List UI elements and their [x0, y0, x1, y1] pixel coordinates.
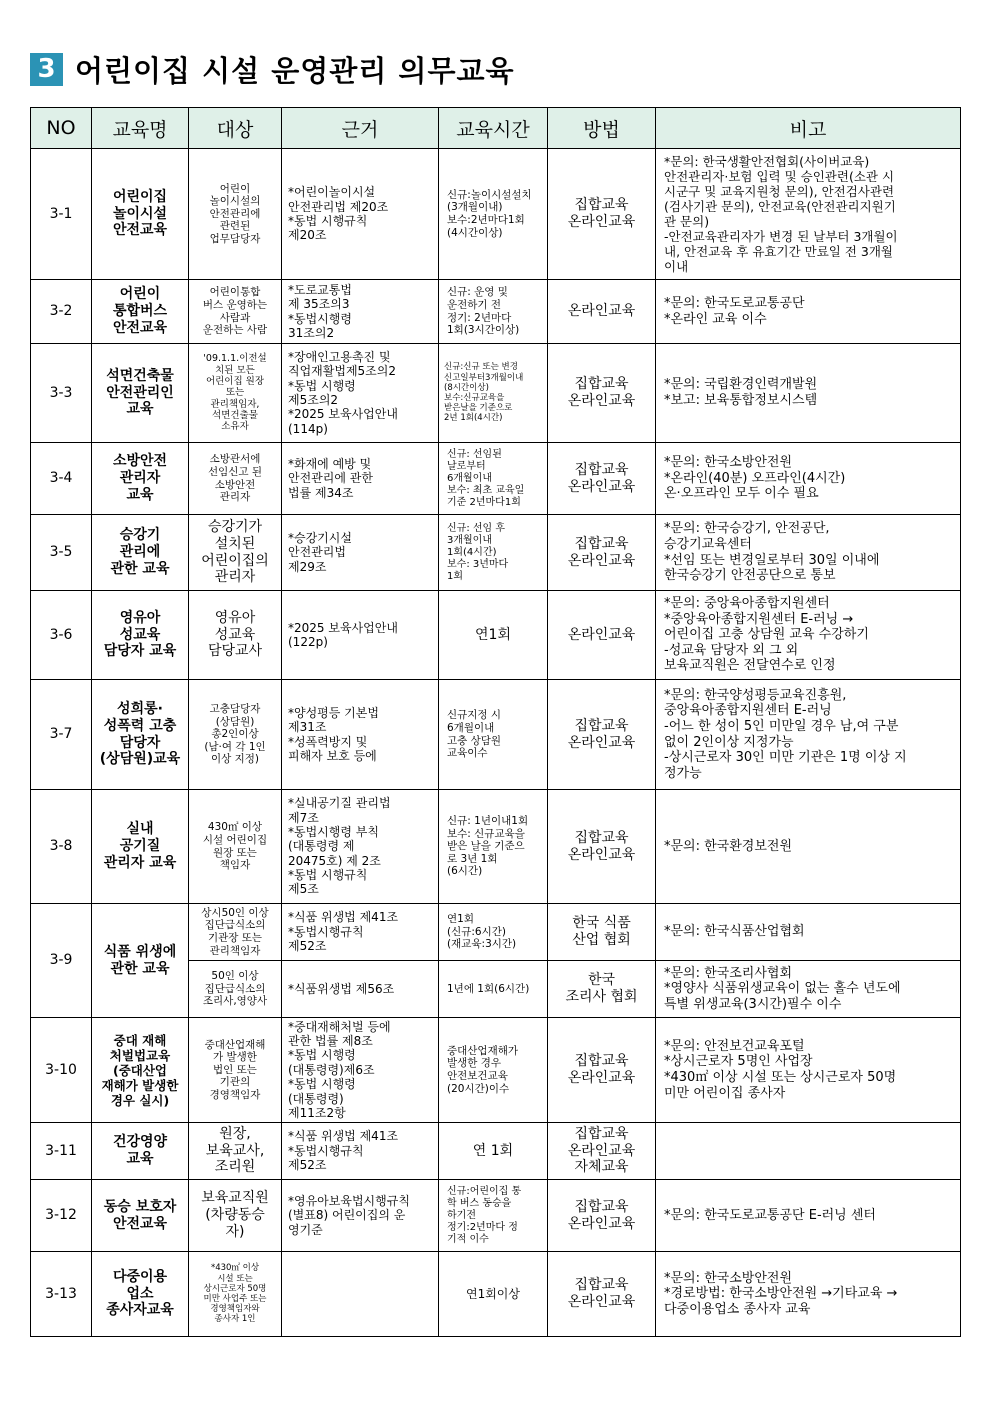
row-no: 3-1	[31, 149, 92, 280]
row-time: 중대산업재해가 발생한 경우 안전보건교육 (20시간)이수	[439, 1018, 548, 1123]
section-number-badge: 3	[30, 53, 63, 86]
row-method: 한국 조리사 협회	[548, 961, 656, 1018]
row-method: 집합교육 온라인교육	[548, 790, 656, 904]
table-row	[31, 1180, 961, 1252]
row-time: 신규:놀이시설설치 (3개월이내) 보수:2년마다1회 (4시간이상)	[439, 149, 548, 280]
row-no: 3-4	[31, 443, 92, 515]
row-method: 집합교육 온라인교육	[548, 443, 656, 515]
table-row	[31, 904, 961, 961]
row-note: *문의: 한국조리사협회 *영양사 식품위생교육이 없는 홀수 년도에 특별 위생교육(3시간)필수 이수	[656, 961, 961, 1018]
row-note: *문의: 한국식품산업협회	[656, 904, 961, 961]
header-time: 교육시간	[439, 108, 548, 149]
row-name: 실내 공기질 관리자 교육	[92, 790, 189, 904]
row-name: 성희롱· 성폭력 고충 담당자 (상담원)교육	[92, 680, 189, 790]
row-time: 신규:어린이집 통 학 버스 동승을 하기전 정기:2년마다 정 기적 이수	[439, 1180, 548, 1252]
row-note: *문의: 한국소방안전원 *경로방법: 한국소방안전원 →기타교육 → 다중이용업소 종사자 교육	[656, 1252, 961, 1337]
row-no: 3-8	[31, 790, 92, 904]
row-target: 보육교직원 (차량동승 자)	[189, 1180, 282, 1252]
row-method: 집합교육 온라인교육	[548, 1018, 656, 1123]
row-no: 3-7	[31, 680, 92, 790]
table-row	[31, 149, 961, 280]
section-title	[30, 50, 515, 88]
row-method: 온라인교육	[548, 280, 656, 344]
row-no: 3-9	[31, 904, 92, 1018]
row-target: 430㎡ 이상 시설 어린이집 원장 또는 책임자	[189, 790, 282, 904]
header-note: 비고	[656, 108, 961, 149]
row-basis: *영유아보육법시행규칙 (별표8) 어린이집의 운 영기준	[282, 1180, 439, 1252]
table-row	[31, 790, 961, 904]
row-name: 영유아 성교육 담당자 교육	[92, 591, 189, 680]
row-method: 온라인교육	[548, 591, 656, 680]
row-name: 식품 위생에 관한 교육	[92, 904, 189, 1018]
table-row	[31, 344, 961, 443]
row-basis: *실내공기질 관리법 제7조 *동법시행령 부칙 (대통령령 제 20475호) 제 2조 *동법 시행규칙 제5조	[282, 790, 439, 904]
row-no: 3-13	[31, 1252, 92, 1337]
row-basis: *중대재해처벌 등에 관한 법률 제8조 *동법 시행령 (대통령령)제6조 *동법 시행령 (대통령령) 제11조2항	[282, 1018, 439, 1123]
row-no: 3-5	[31, 515, 92, 591]
row-note: *문의: 안전보건교육포털 *상시근로자 5명인 사업장 *430㎡ 이상 시설 또는 상시근로자 50명 미만 어린이집 종사자	[656, 1018, 961, 1123]
row-target: 중대산업재해 가 발생한 법인 또는 기관의 경영책임자	[189, 1018, 282, 1123]
row-name: 어린이집 놀이시설 안전교육	[92, 149, 189, 280]
row-note: *문의: 한국소방안전원 *온라인(40분) 오프라인(4시간) 온·오프라인 모두 이수 필요	[656, 443, 961, 515]
row-time: 신규지정 시 6개월이내 고충 상담원 교육이수	[439, 680, 548, 790]
table-row	[31, 591, 961, 680]
table-row	[31, 680, 961, 790]
row-method: 집합교육 온라인교육	[548, 1252, 656, 1337]
row-method: 집합교육 온라인교육	[548, 344, 656, 443]
row-no: 3-12	[31, 1180, 92, 1252]
row-target: 어린이통합 버스 운영하는 사람과 운전하는 사람	[189, 280, 282, 344]
row-name: 다중이용 업소 종사자교육	[92, 1252, 189, 1337]
row-no: 3-10	[31, 1018, 92, 1123]
row-target: 상시50인 이상 집단급식소의 기관장 또는 관리책임자	[189, 904, 282, 961]
row-basis: *장애인고용촉진 및 직업재활법제5조의2 *동법 시행령 제5조의2 *2025 보육사업안내 (114p)	[282, 344, 439, 443]
row-name: 승강기 관리에 관한 교육	[92, 515, 189, 591]
row-basis: *식품 위생법 제41조 *동법시행규칙 제52조	[282, 1123, 439, 1180]
row-time: 연 1회	[439, 1123, 548, 1180]
row-basis: *식품위생법 제56조	[282, 961, 439, 1018]
row-no: 3-3	[31, 344, 92, 443]
header-method: 방법	[548, 108, 656, 149]
table-row	[31, 280, 961, 344]
row-no: 3-6	[31, 591, 92, 680]
row-note: *문의: 한국양성평등교육진흥원, 중앙육아종합지원센터 E-러닝 -어느 한 성이 5인 미만일 경우 남,여 구분 없이 2인이상 지정가능 -상시근로자 30인 미만 기관은 1명 이상 지 정가능	[656, 680, 961, 790]
row-target: 소방관서에 선임신고 된 소방안전 관리자	[189, 443, 282, 515]
row-time: 연1회이상	[439, 1252, 548, 1337]
row-target: 50인 이상 집단급식소의 조리사,영양사	[189, 961, 282, 1018]
table-row	[31, 1018, 961, 1123]
row-note: *문의: 한국승강기, 안전공단, 승강기교육센터 *선임 또는 변경일로부터 30일 이내에 한국승강기 안전공단으로 통보	[656, 515, 961, 591]
row-basis: *2025 보육사업안내 (122p)	[282, 591, 439, 680]
row-basis	[282, 1252, 439, 1337]
education-table	[30, 107, 961, 1337]
row-method: 집합교육 온라인교육	[548, 680, 656, 790]
row-target: 원장, 보육교사, 조리원	[189, 1123, 282, 1180]
table-header-row	[31, 108, 961, 149]
row-note: *문의: 한국도로교통공단 *온라인 교육 이수	[656, 280, 961, 344]
row-note: *문의: 국립환경인력개발원 *보고: 보육통합정보시스템	[656, 344, 961, 443]
row-target: 승강기가 설치된 어린이집의 관리자	[189, 515, 282, 591]
row-basis: *화재에 예방 및 안전관리에 관한 법률 제34조	[282, 443, 439, 515]
row-name: 건강영양 교육	[92, 1123, 189, 1180]
row-note	[656, 1123, 961, 1180]
row-no: 3-2	[31, 280, 92, 344]
row-target: 어린이 놀이시설의 안전관리에 관련된 업무담당자	[189, 149, 282, 280]
page-title: 어린이집 시설 운영관리 의무교육	[75, 53, 515, 88]
row-target: 영유아 성교육 담당교사	[189, 591, 282, 680]
row-method: 집합교육 온라인교육 자체교육	[548, 1123, 656, 1180]
row-time: 신규:신규 또는 변경 신고일부터3개월이내 (8시간이상) 보수:신규교육을 받은날을 기준으로 2년 1회(4시간)	[439, 344, 548, 443]
header-no: NO	[31, 108, 92, 149]
row-method: 집합교육 온라인교육	[548, 149, 656, 280]
header-basis: 근거	[282, 108, 439, 149]
row-note: *문의: 한국도로교통공단 E-러닝 센터	[656, 1180, 961, 1252]
table-row	[31, 515, 961, 591]
row-note: *문의: 한국환경보전원	[656, 790, 961, 904]
row-time: 신규: 운영 및 운전하기 전 정기: 2년마다 1회(3시간이상)	[439, 280, 548, 344]
row-name: 어린이 통합버스 안전교육	[92, 280, 189, 344]
row-time: 연1회 (신규:6시간) (재교육:3시간)	[439, 904, 548, 961]
row-time: 신규: 선임 후 3개월이내 1회(4시간) 보수: 3년마다 1회	[439, 515, 548, 591]
row-time: 1년에 1회(6시간)	[439, 961, 548, 1018]
row-basis: *도로교통법 제 35조의3 *동법시행령 31조의2	[282, 280, 439, 344]
row-method: 집합교육 온라인교육	[548, 515, 656, 591]
row-method: 집합교육 온라인교육	[548, 1180, 656, 1252]
row-name: 석면건축물 안전관리인 교육	[92, 344, 189, 443]
header-target: 대상	[189, 108, 282, 149]
row-note: *문의: 한국생활안전협회(사이버교육) 안전관리자·보험 입력 및 승인관련(소관 시 시군구 및 교육지원청 문의), 안전검사관련 (검사기관 문의), 안전교육(안전관리지원기 관 문의) -안전교육관리자가 변경 된 날부터 3개월이 내, 안전교육 후 유효기간 만료일 전 3개월 이내	[656, 149, 961, 280]
table-row	[31, 1252, 961, 1337]
row-name: 동승 보호자 안전교육	[92, 1180, 189, 1252]
row-basis: *어린이놀이시설 안전관리법 제20조 *동법 시행규칙 제20조	[282, 149, 439, 280]
row-no: 3-11	[31, 1123, 92, 1180]
row-basis: *승강기시설 안전관리법 제29조	[282, 515, 439, 591]
table-row	[31, 1123, 961, 1180]
row-time: 연1회	[439, 591, 548, 680]
row-target: '09.1.1.이전설 치된 모든 어린이집 원장 또는 관리책임자, 석면건출물 소유자	[189, 344, 282, 443]
row-name: 중대 재해 처벌법교육 (중대산업 재해가 발생한 경우 실시)	[92, 1018, 189, 1123]
row-target: *430㎡ 이상 시설 또는 상시근로자 50명 미만 사업주 또는 경영책임자와 종사자 1인	[189, 1252, 282, 1337]
header-name: 교육명	[92, 108, 189, 149]
row-note: *문의: 중앙육아종합지원센터 *중앙육아종합지원센터 E-러닝 → 어린이집 고충 상담원 교육 수강하기 -성교육 담당자 외 그 외 보육교직원은 전달연수로 인정	[656, 591, 961, 680]
row-basis: *양성평등 기본법 제31조 *성폭력방지 및 피해자 보호 등에	[282, 680, 439, 790]
row-name: 소방안전 관리자 교육	[92, 443, 189, 515]
row-basis: *식품 위생법 제41조 *동법시행규칙 제52조	[282, 904, 439, 961]
row-method: 한국 식품 산업 협회	[548, 904, 656, 961]
row-time: 신규: 선임된 날로부터 6개월이내 보수: 최초 교육일 기준 2년마다1회	[439, 443, 548, 515]
table-row	[31, 443, 961, 515]
row-target: 고충담당자 (상담원) 총2인이상 (남·여 각 1인 이상 지정)	[189, 680, 282, 790]
row-time: 신규: 1년이내1회 보수: 신규교육을 받은 날을 기준으 로 3년 1회 (6시간)	[439, 790, 548, 904]
